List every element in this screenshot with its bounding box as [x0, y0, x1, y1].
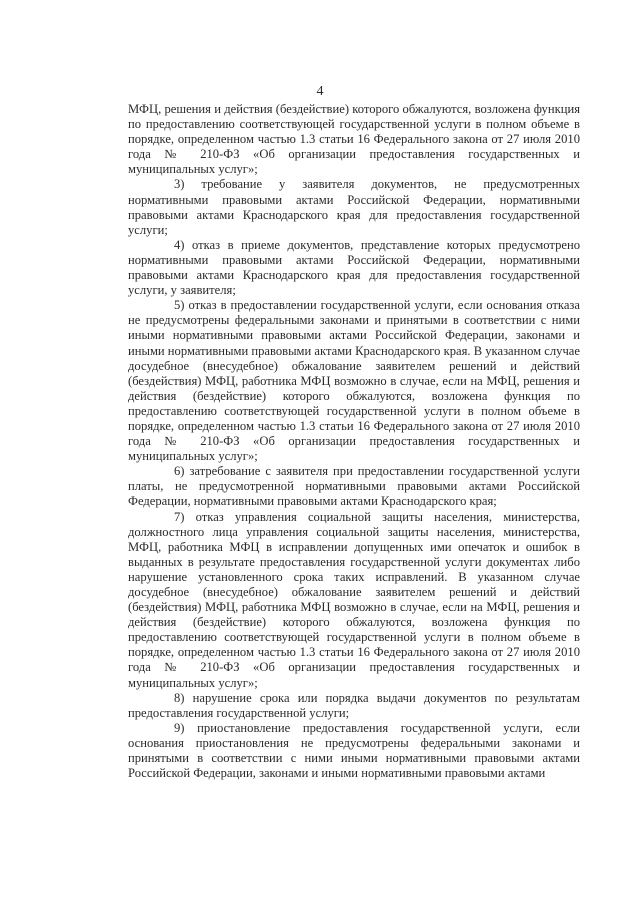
paragraph-continuation: МФЦ, решения и действия (бездействие) которого обжалуются, возложена функция по предоставлению соответствующей государственной услуги в полном объеме в порядке, определенном частью 1.3 статьи 16 Федерального закона от 27 июля 2010 года № 210-ФЗ «Об организации предоставления государственных и муниципальных услуг»;: [128, 102, 580, 177]
paragraph-item-5: 5) отказ в предоставлении государственной услуги, если основания отказа не предусмотрены федеральными законами и принятыми в соответствии с ними иными нормативными правовыми актами Российской Федерации, законами и иными нормативными правовыми актами Краснодарского края. В указанном случае досудебное (внесудебное) обжалование заявителем решений и действий (бездействия) МФЦ, работника МФЦ возможно в случае, если на МФЦ, решения и действия (бездействие) которого обжалуются, возложена функция по предоставлению соответствующей государственной услуги в полном объеме в порядке, определенном частью 1.3 статьи 16 Федерального закона от 27 июля 2010 года № 210-ФЗ «Об организации предоставления государственных и муниципальных услуг»;: [128, 298, 580, 464]
paragraph-item-3: 3) требование у заявителя документов, не предусмотренных нормативными правовыми актами Российской Федерации, нормативными правовыми актами Краснодарского края для предоставления государственной услуги;: [128, 177, 580, 237]
paragraph-item-6: 6) затребование с заявителя при предоставлении государственной услуги платы, не предусмотренной нормативными правовыми актами Российской Федерации, нормативными правовыми актами Краснодарского края;: [128, 464, 580, 509]
paragraph-item-9: 9) приостановление предоставления государственной услуги, если основания приостановления не предусмотрены федеральными законами и принятыми в соответствии с ними иными нормативными правовыми актами Российской Федерации, законами и иными нормативными правовыми актами: [128, 720, 580, 781]
document-body: [128, 102, 580, 781]
paragraph-item-7: 7) отказ управления социальной защиты населения, министерства, должностного лица управления социальной защиты населения, министерства, МФЦ, работника МФЦ в исправлении допущенных ими опечаток и ошибок в выданных в результате предоставления государственной услуги документах либо нарушение установленного срока таких исправлений. В указанном случае досудебное (внесудебное) обжалование заявителем решений и действий (бездействия) МФЦ, работника МФЦ возможно в случае, если на МФЦ, решения и действия (бездействие) которого обжалуются, возложена функция по предоставлению соответствующей государственной услуги в полном объеме в порядке, определенном частью 1.3 статьи 16 Федерального закона от 27 июля 2010 года № 210-ФЗ «Об организации предоставления государственных и муниципальных услуг»;: [128, 509, 580, 690]
paragraph-item-8: 8) нарушение срока или порядка выдачи документов по результатам предоставления государственной услуги;: [128, 690, 580, 720]
paragraph-item-4: 4) отказ в приеме документов, представление которых предусмотрено нормативными правовыми актами Российской Федерации, нормативными правовыми актами Краснодарского края для предоставления государственной услуги, у заявителя;: [128, 237, 580, 298]
page-number: 4: [316, 84, 324, 99]
